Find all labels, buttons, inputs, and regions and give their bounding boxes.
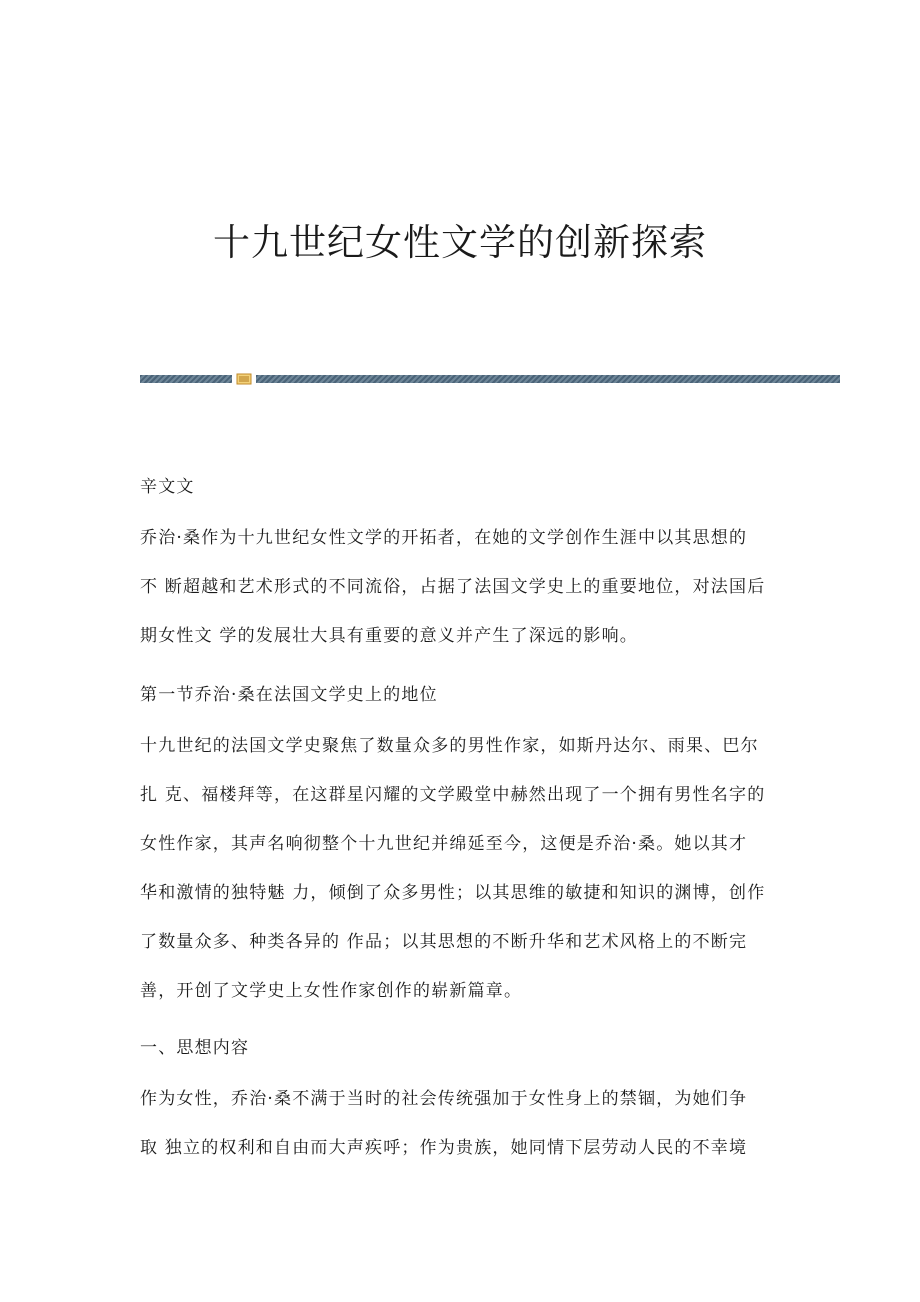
section-line: 扎 克、福楼拜等，在这群星闪耀的文学殿堂中赫然出现了一个拥有男性名字的 [140,785,766,805]
section-line: 女性作家，其声名响彻整个十九世纪并绵延至今，这便是乔治·桑。她以其才 [140,834,748,854]
abstract-paragraph [140,514,800,661]
section-heading: 第一节乔治·桑在法国文学史上的地位 [140,685,438,705]
section-line: 了数量众多、种类各异的 作品；以其思想的不断升华和艺术风格上的不断完 [140,932,748,952]
divider-ornament-icon [236,373,252,385]
section-line: 十九世纪的法国文学史聚焦了数量众多的男性作家，如斯丹达尔、雨果、巴尔 [140,736,759,756]
section-line: 华和激情的独特魅 力，倾倒了众多男性；以其思维的敏捷和知识的渊博，创作 [140,883,766,903]
subsection-line: 取 独立的权利和自由而大声疾呼；作为贵族，她同情下层劳动人民的不幸境 [140,1138,748,1158]
section-line: 善，开创了文学史上女性作家创作的崭新篇章。 [140,981,523,1001]
section-paragraph [140,722,800,1016]
abstract-line: 乔治·桑作为十九世纪女性文学的开拓者，在她的文学创作生涯中以其思想的 [140,528,748,548]
abstract-line: 不 断超越和艺术形式的不同流俗，占据了法国文学史上的重要地位，对法国后 [140,577,766,597]
subsection-line: 作为女性，乔治·桑不满于当时的社会传统强加于女性身上的禁锢，为她们争 [140,1089,748,1109]
divider-bar-right [256,375,840,383]
title-divider [140,375,840,385]
subsection-heading: 一、思想内容 [140,1038,250,1058]
subsection-paragraph [140,1075,800,1173]
author-name: 辛文文 [140,477,195,497]
document-title: 十九世纪女性文学的创新探索 [213,221,707,264]
divider-bar-left [140,375,232,383]
abstract-line: 期女性文 学的发展壮大具有重要的意义并产生了深远的影响。 [140,626,639,646]
